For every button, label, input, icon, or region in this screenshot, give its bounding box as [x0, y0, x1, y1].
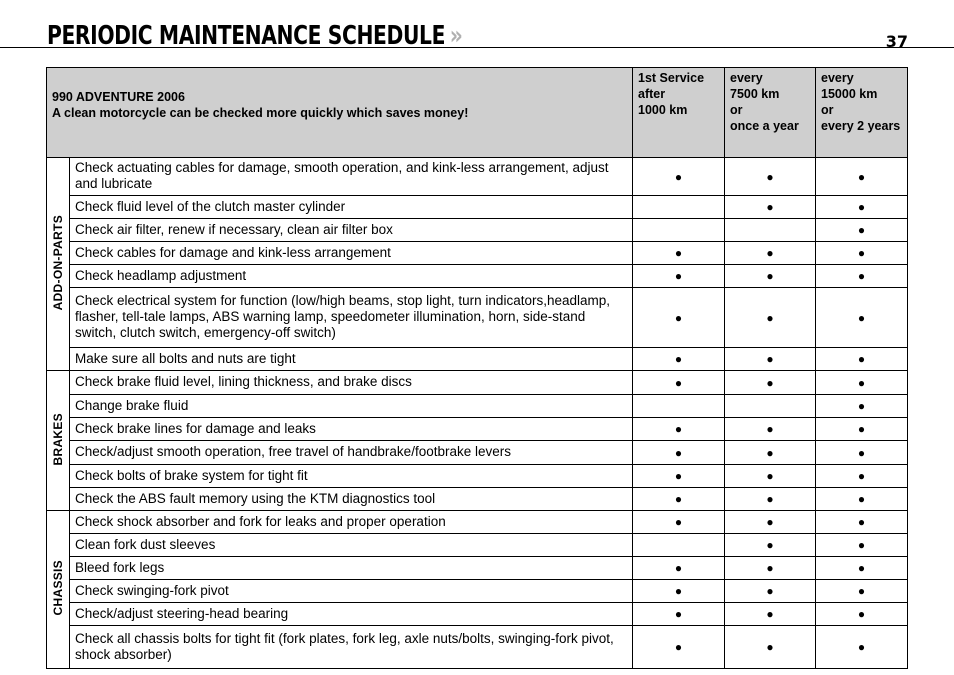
interval-mark-cell — [816, 603, 908, 626]
bullet-icon: ● — [857, 422, 866, 436]
table-header-model — [47, 68, 633, 158]
interval-mark-cell — [725, 348, 816, 371]
interval-mark-cell — [633, 488, 725, 511]
task-cell: Check air filter, renew if necessary, clean air filter box — [70, 219, 633, 242]
table-row — [47, 242, 908, 265]
interval-mark-cell — [633, 580, 725, 603]
bullet-icon: ● — [674, 169, 683, 184]
bullet-icon: ● — [857, 310, 866, 325]
task-cell: Check/adjust smooth operation, free travel of handbrake/footbrake levers — [70, 441, 633, 465]
table-row — [47, 348, 908, 371]
bullet-icon: ● — [857, 584, 866, 598]
bullet-icon: ● — [766, 469, 774, 483]
bullet-icon: ● — [766, 246, 774, 260]
bullet-icon: ● — [766, 310, 774, 325]
chevron-icon: » — [449, 21, 463, 51]
bullet-icon: ● — [674, 375, 683, 390]
interval-mark-cell — [725, 557, 816, 580]
interval-mark-cell — [725, 465, 816, 488]
bullet-icon: ● — [766, 584, 774, 598]
bullet-icon: ● — [857, 269, 866, 283]
table-row — [47, 219, 908, 242]
bullet-icon: ● — [857, 492, 866, 506]
bullet-icon: ● — [857, 246, 866, 260]
interval-mark-cell — [725, 580, 816, 603]
table-row — [47, 418, 908, 441]
interval-mark-cell — [633, 265, 725, 288]
interval-mark-cell — [816, 158, 908, 196]
interval-mark-cell — [725, 441, 816, 465]
table-row — [47, 488, 908, 511]
section-label-text: CHASSIS — [51, 560, 65, 616]
bullet-icon: ● — [674, 422, 683, 436]
section-label-text: ADD-ON-PARTS — [51, 214, 65, 311]
bullet-icon: ● — [674, 561, 683, 575]
interval-mark-cell — [816, 418, 908, 441]
task-cell: Check bolts of brake system for tight fit — [70, 465, 633, 488]
interval-mark-cell — [725, 511, 816, 534]
task-cell: Check swinging-fork pivot — [70, 580, 633, 603]
section-label — [47, 371, 70, 511]
task-cell: Check brake lines for damage and leaks — [70, 418, 633, 441]
interval-mark-cell — [633, 418, 725, 441]
bullet-icon: ● — [674, 246, 683, 260]
bullet-icon: ● — [857, 169, 866, 184]
table-row — [47, 511, 908, 534]
task-cell: Check headlamp adjustment — [70, 265, 633, 288]
bullet-icon: ● — [766, 445, 774, 460]
table-row — [47, 626, 908, 669]
interval-mark-cell — [725, 534, 816, 557]
table-row — [47, 158, 908, 196]
bullet-icon: ● — [674, 445, 683, 460]
interval-mark-cell — [633, 395, 725, 418]
interval-mark-cell — [816, 557, 908, 580]
interval-mark-cell — [725, 395, 816, 418]
bullet-icon: ● — [766, 538, 774, 552]
header-first-service: 1st Service after 1000 km — [633, 68, 725, 158]
bullet-icon: ● — [766, 640, 774, 654]
bullet-icon: ● — [766, 169, 774, 184]
header-rule — [0, 47, 954, 48]
interval-mark-cell — [633, 219, 725, 242]
bullet-icon: ● — [674, 352, 683, 366]
bullet-icon: ● — [766, 607, 774, 621]
page-header — [0, 0, 954, 51]
bullet-icon: ● — [857, 375, 866, 390]
interval-mark-cell — [816, 288, 908, 348]
table-row — [47, 288, 908, 348]
page-title: PERIODIC MAINTENANCE SCHEDULE » — [47, 21, 463, 51]
bullet-icon: ● — [857, 200, 866, 214]
table-row — [47, 196, 908, 219]
section-label-text: BRAKES — [51, 412, 65, 466]
task-cell: Check all chassis bolts for tight fit (fork plates, fork leg, axle nuts/bolts, swinging-fork pivot, shock absorber) — [70, 626, 633, 669]
bullet-icon: ● — [674, 640, 683, 654]
interval-mark-cell — [633, 557, 725, 580]
maintenance-table — [46, 67, 908, 669]
interval-mark-cell — [633, 534, 725, 557]
bullet-icon: ● — [857, 607, 866, 621]
interval-mark-cell — [816, 465, 908, 488]
header-15000km: every 15000 km or every 2 years — [816, 68, 908, 158]
task-cell: Clean fork dust sleeves — [70, 534, 633, 557]
bullet-icon: ● — [857, 223, 866, 237]
interval-mark-cell — [725, 242, 816, 265]
interval-mark-cell — [816, 626, 908, 669]
table-body — [47, 158, 908, 669]
interval-mark-cell — [633, 348, 725, 371]
bullet-icon: ● — [766, 375, 774, 390]
bullet-icon: ● — [766, 561, 774, 575]
bullet-icon: ● — [674, 584, 683, 598]
task-cell: Check/adjust steering-head bearing — [70, 603, 633, 626]
bullet-icon: ● — [674, 492, 683, 506]
table-row — [47, 534, 908, 557]
table-row — [47, 395, 908, 418]
bullet-icon: ● — [674, 607, 683, 621]
bullet-icon: ● — [766, 515, 774, 529]
interval-mark-cell — [633, 465, 725, 488]
header-7500km: every 7500 km or once a year — [725, 68, 816, 158]
bullet-icon: ● — [674, 469, 683, 483]
bullet-icon: ● — [674, 269, 683, 283]
table-row — [47, 265, 908, 288]
bullet-icon: ● — [857, 515, 866, 529]
bullet-icon: ● — [857, 352, 866, 366]
bullet-icon: ● — [766, 352, 774, 366]
model-note: A clean motorcycle can be checked more quickly which saves money! — [52, 106, 469, 120]
table-row — [47, 441, 908, 465]
bullet-icon: ● — [766, 269, 774, 283]
interval-mark-cell — [816, 580, 908, 603]
interval-mark-cell — [725, 371, 816, 395]
bullet-icon: ● — [857, 445, 866, 460]
interval-mark-cell — [633, 511, 725, 534]
bullet-icon: ● — [674, 310, 683, 325]
interval-mark-cell — [633, 626, 725, 669]
bullet-icon: ● — [857, 399, 866, 413]
interval-mark-cell — [633, 242, 725, 265]
interval-mark-cell — [816, 265, 908, 288]
table-row — [47, 580, 908, 603]
bullet-icon: ● — [857, 469, 866, 483]
interval-mark-cell — [725, 158, 816, 196]
table-row — [47, 557, 908, 580]
interval-mark-cell — [725, 265, 816, 288]
interval-mark-cell — [725, 288, 816, 348]
interval-mark-cell — [816, 348, 908, 371]
interval-mark-cell — [725, 603, 816, 626]
interval-mark-cell — [725, 418, 816, 441]
bullet-icon: ● — [857, 561, 866, 575]
task-cell: Check actuating cables for damage, smooth operation, and kink-less arrangement, adjust and lubricate — [70, 158, 633, 196]
table-row — [47, 465, 908, 488]
task-cell: Change brake fluid — [70, 395, 633, 418]
bullet-icon: ● — [674, 515, 683, 529]
task-cell: Bleed fork legs — [70, 557, 633, 580]
page-number: 37 — [885, 32, 908, 51]
interval-mark-cell — [816, 511, 908, 534]
interval-mark-cell — [725, 626, 816, 669]
bullet-icon: ● — [857, 538, 866, 552]
interval-mark-cell — [725, 196, 816, 219]
task-cell: Check cables for damage and kink-less arrangement — [70, 242, 633, 265]
section-label — [47, 511, 70, 669]
interval-mark-cell — [633, 196, 725, 219]
interval-mark-cell — [816, 488, 908, 511]
task-cell: Check electrical system for function (low/high beams, stop light, turn indicators,headlamp, flasher, tell-tale lamps, ABS warning lamp, speedometer illumination, horn, side-stand switch, clutch switch, emergency-off switch) — [70, 288, 633, 348]
task-cell: Check fluid level of the clutch master cylinder — [70, 196, 633, 219]
bullet-icon: ● — [766, 200, 774, 214]
table-row — [47, 603, 908, 626]
interval-mark-cell — [633, 603, 725, 626]
interval-mark-cell — [725, 219, 816, 242]
task-cell: Check shock absorber and fork for leaks and proper operation — [70, 511, 633, 534]
task-cell: Check brake fluid level, lining thickness, and brake discs — [70, 371, 633, 395]
interval-mark-cell — [633, 158, 725, 196]
table-header-row — [47, 68, 908, 158]
task-cell: Make sure all bolts and nuts are tight — [70, 348, 633, 371]
interval-mark-cell — [633, 441, 725, 465]
task-cell: Check the ABS fault memory using the KTM diagnostics tool — [70, 488, 633, 511]
interval-mark-cell — [725, 488, 816, 511]
interval-mark-cell — [633, 288, 725, 348]
interval-mark-cell — [816, 534, 908, 557]
model-name: 990 ADVENTURE 2006 — [52, 90, 185, 104]
bullet-icon: ● — [857, 640, 866, 654]
interval-mark-cell — [816, 219, 908, 242]
table-row — [47, 371, 908, 395]
interval-mark-cell — [816, 371, 908, 395]
interval-mark-cell — [816, 395, 908, 418]
interval-mark-cell — [633, 371, 725, 395]
interval-mark-cell — [816, 196, 908, 219]
section-label — [47, 158, 70, 371]
bullet-icon: ● — [766, 492, 774, 506]
bullet-icon: ● — [766, 422, 774, 436]
interval-mark-cell — [816, 242, 908, 265]
interval-mark-cell — [816, 441, 908, 465]
